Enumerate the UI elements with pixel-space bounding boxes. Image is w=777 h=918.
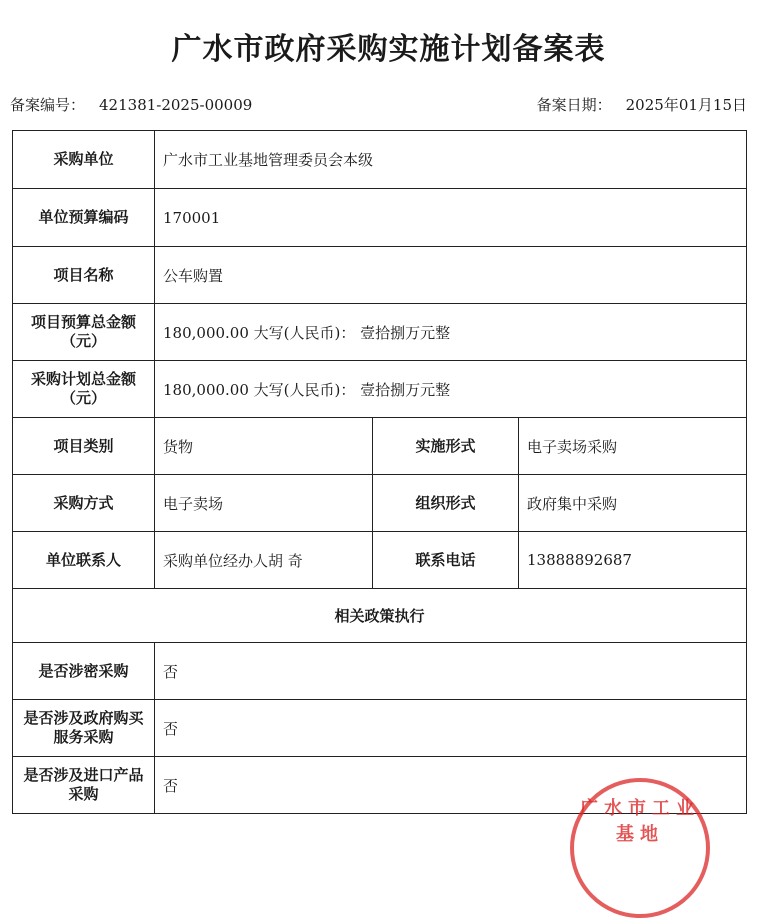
table-row	[13, 304, 747, 361]
classified-value: 否	[155, 643, 747, 700]
table-row	[13, 189, 747, 247]
implementation-form-label: 实施形式	[373, 418, 519, 475]
policy-section-title: 相关政策执行	[13, 589, 747, 643]
implementation-form-value: 电子卖场采购	[519, 418, 747, 475]
imported-label: 是否涉及进口产品采购	[13, 757, 155, 814]
page-title: 广水市政府采购实施计划备案表	[171, 32, 606, 67]
table-row	[13, 475, 747, 532]
table-row	[13, 361, 747, 418]
imported-value: 否	[155, 757, 747, 814]
official-seal	[570, 778, 710, 918]
procurement-method-label: 采购方式	[13, 475, 155, 532]
contact-phone-label: 联系电话	[373, 532, 519, 589]
record-date-value: 2025年01月15日	[625, 96, 747, 114]
contact-person-value: 采购单位经办人胡 奇	[155, 532, 373, 589]
seal-text: 广水市工业基地	[580, 798, 700, 845]
purchasing-unit-value: 广水市工业基地管理委员会本级	[155, 131, 747, 189]
record-number-value: 421381-2025-00009	[99, 96, 253, 114]
table-row	[13, 700, 747, 757]
organization-form-value: 政府集中采购	[519, 475, 747, 532]
budget-code-value: 170001	[155, 189, 747, 247]
table-row	[13, 131, 747, 189]
plan-total-label: 采购计划总金额（元）	[13, 361, 155, 418]
record-number	[10, 94, 252, 115]
table-row	[13, 643, 747, 700]
contact-person-label: 单位联系人	[13, 532, 155, 589]
gov-services-value: 否	[155, 700, 747, 757]
classified-label: 是否涉密采购	[13, 643, 155, 700]
organization-form-label: 组织形式	[373, 475, 519, 532]
purchasing-unit-label: 采购单位	[13, 131, 155, 189]
record-date-label: 备案日期：	[536, 96, 612, 114]
record-number-label: 备案编号：	[10, 96, 86, 114]
gov-services-label: 是否涉及政府购买服务采购	[13, 700, 155, 757]
project-name-label: 项目名称	[13, 247, 155, 304]
table-row	[13, 532, 747, 589]
contact-phone-value: 13888892687	[519, 532, 747, 589]
record-date	[537, 94, 747, 115]
project-budget-label: 项目预算总金额（元）	[13, 304, 155, 361]
table-row	[13, 589, 747, 643]
procurement-method-value: 电子卖场	[155, 475, 373, 532]
plan-total-value: 180,000.00 大写(人民币)： 壹拾捌万元整	[155, 361, 747, 418]
table-row	[13, 247, 747, 304]
project-budget-value: 180,000.00 大写(人民币)： 壹拾捌万元整	[155, 304, 747, 361]
project-name-value: 公车购置	[155, 247, 747, 304]
project-category-value: 货物	[155, 418, 373, 475]
filing-form-table	[12, 130, 747, 814]
budget-code-label: 单位预算编码	[13, 189, 155, 247]
project-category-label: 项目类别	[13, 418, 155, 475]
table-row	[13, 418, 747, 475]
